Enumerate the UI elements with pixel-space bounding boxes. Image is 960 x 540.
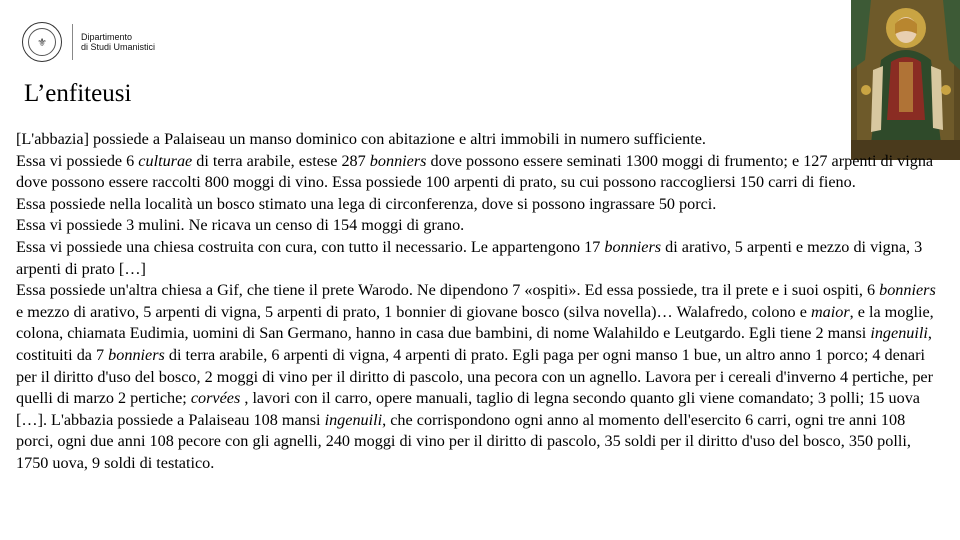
p6-term-bonniers: bonniers (879, 281, 936, 300)
paragraph-2 (16, 151, 946, 194)
p6-text-g: , costituiti da 7 (16, 324, 932, 364)
p6-text-i: di terra arabile, 6 arpenti di vigna, 4 arpenti di prato. Egli paga per ogni manso 1 bue, un altro anno 1 porco; 4 denari per il diritto d'uso del bosco, 2 moggi di vino per il diritto di pascolo, una pecora con un agnello. Lavora per i cereali d'inverno 4 pertiche, per quelli di marzo 2 pertiche; (16, 345, 934, 408)
logo-divider (72, 24, 73, 60)
p5-term-bonniers: bonniers (604, 237, 662, 256)
p2-text-c: di terra arabile, estese 287 (192, 151, 370, 170)
p6-term-ingenuili: ingenuili (870, 324, 928, 343)
p6-text-k: , lavori con il carro, opere manuali, taglio di legna secondo quanto gli viene comandato; 3 polli; 15 uova […]. L'abbazia possiede a Palaiseau 108 mansi (16, 389, 920, 429)
logo-text (81, 32, 155, 52)
p2-text-e: dove possono essere seminati 1300 moggi di frumento; e 127 arpenti di vigna dove possono essere raccolti 800 moggi di vino. Essa possiede 100 arpenti di prato, su cui possono raccogliersi 150 carri di fieno. (16, 151, 934, 192)
p2-term-culturae: culturae (138, 151, 193, 170)
logo-line-2: di Studi Umanistici (81, 42, 156, 52)
p6-term-maior: maior (810, 302, 850, 321)
p1-text: [L'abbazia] possiede a Palaiseau un manso dominico con abitazione e altri immobili in numero sufficiente. (16, 130, 706, 148)
p5-text-c: di arativo, 5 arpenti e mezzo di vigna, 3 arpenti di prato […] (16, 237, 923, 278)
p6-term-corvees: corvées (190, 389, 241, 408)
paragraph-1 (16, 129, 946, 151)
p4-text: Essa vi possiede 3 mulini. Ne ricava un censo di 154 moggi di grano. (16, 216, 465, 235)
p5-text-a: Essa vi possiede una chiesa costruita con cura, con tutto il necessario. Le appartengono 17 (16, 237, 605, 256)
p2-text-a: Essa vi possiede 6 (16, 151, 139, 170)
p2-term-bonniers: bonniers (369, 151, 427, 170)
logo-line-1: Dipartimento (81, 32, 133, 42)
p6-term-bonniers-2: bonniers (108, 345, 165, 364)
body-text (16, 129, 946, 475)
p6-term-ingenuili-2: ingenuili (324, 410, 383, 429)
paragraph-6 (16, 280, 946, 474)
paragraph-3 (16, 194, 946, 216)
slide-title: L’enfiteusi (24, 80, 132, 107)
department-logo (22, 20, 182, 64)
paragraph-4 (16, 215, 946, 237)
p3-text: Essa possiede nella località un bosco stimato una lega di circonferenza, dove si possono ingrassare 50 porci. (16, 194, 717, 213)
p6-text-m: , che corrispondono ogni anno al momento dell'esercito 6 carri, ogni tre anni 108 porci, ogni due anni 108 pecore con gli agnelli, 240 moggi di vino per il diritto di pascolo, 35 soldi per il diritto d'uso del bosco, 350 polli, 1750 uova, 9 soldi di testatico. (16, 410, 911, 472)
paragraph-5 (16, 237, 946, 280)
p6-text-c: e mezzo di arativo, 5 arpenti di vigna, 5 arpenti di prato, 1 bonnier di giovane bosco (silva novella)… Walafredo, colono e (16, 302, 811, 321)
p6-text-e: , e la moglie, colona, chiamata Eudimia, uomini di San Germano, hanno in casa due bambini, di nome Walahildo e Leutgardo. Egli tiene 2 mansi (16, 302, 934, 343)
p6-text-a: Essa possiede un'altra chiesa a Gif, che tiene il prete Warodo. Ne dipendono 7 «ospiti». Ed essa possiede, tra il prete e i suoi ospiti, 6 (16, 281, 880, 300)
university-seal-icon: ⚜ (22, 22, 62, 62)
